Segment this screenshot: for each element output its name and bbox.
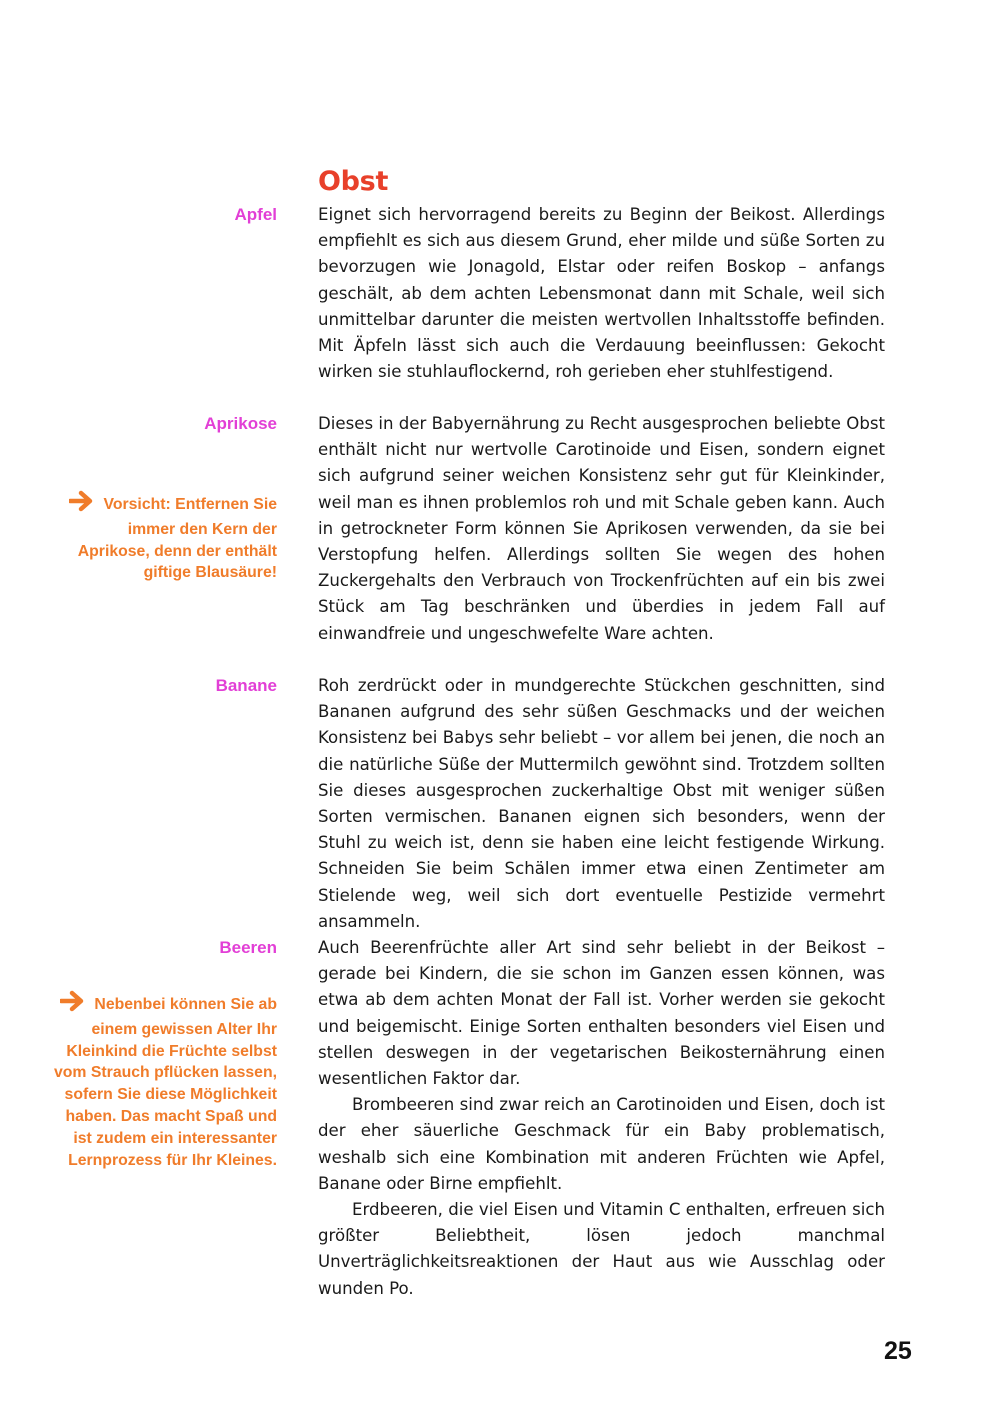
margin-note-text: Vorsicht: Entfernen Sie immer den Kern der Aprikose, denn der enthält giftige Blausäure! xyxy=(77,496,277,582)
body-beeren xyxy=(318,935,885,1302)
margin-note-text: Nebenbei können Sie ab einem gewissen Alter Ihr Kleinkind die Früchte selbst vom Strauch pflücken lassen, sofern Sie diese Möglichkeit haben. Das macht Spaß und ist zudem ein interessanter Lernprozess für Ihr Kleines. xyxy=(54,996,277,1169)
label-beeren: Beeren xyxy=(219,938,277,957)
margin-note-beeren xyxy=(52,990,277,1171)
arrow-right-icon xyxy=(69,490,95,519)
section-title: Obst xyxy=(318,166,389,197)
label-banane: Banane xyxy=(215,676,277,695)
label-apfel: Apfel xyxy=(234,205,277,224)
paragraph: Erdbeeren, die viel Eisen und Vitamin C enthalten, erfreuen sich größter Beliebtheit, lösen jedoch manchmal Unverträglichkeitsreaktionen der Haut aus wie Ausschlag oder wunden Po. xyxy=(318,1200,885,1298)
body-apfel xyxy=(318,202,885,385)
paragraph: Auch Beerenfrüchte aller Art sind sehr beliebt in der Beikost – gerade bei Kindern, die sie schon im Ganzen essen können, was etwa ab dem achten Monat der Fall ist. Vorher werden sie gekocht und beigemischt. Einige Sorten enthalten besonders viel Eisen und stellen deswegen in der vegetarischen Beikosternährung einen wesentlichen Faktor dar. xyxy=(318,938,885,1089)
label-aprikose: Aprikose xyxy=(204,414,277,433)
paragraph: Eignet sich hervorragend bereits zu Beginn der Beikost. Allerdings empfiehlt es sich aus diesem Grund, eher milde und süße Sorten zu bevorzugen wie Jonagold, Elstar oder reifen Boskop – anfangs geschält, ab dem achten Lebensmonat dann mit Schale, weil sich unmittelbar darunter die meisten wertvollen Inhaltsstoffe befinden. Mit Äpfeln lässt sich auch die Verdauung beeinflussen: Gekocht wirken sie stuhlauflockernd, roh gerieben eher stuhlfestigend. xyxy=(318,205,885,382)
paragraph: Roh zerdrückt oder in mundgerechte Stückchen geschnitten, sind Bananen aufgrund des sehr süßen Geschmacks und der weichen Konsistenz bei Babys sehr beliebt – vor allem bei jenen, die noch an die natürliche Süße der Muttermilch gewöhnt sind. Trotzdem sollten Sie dieses ausgesprochen zuckerhaltige Obst mit weniger süßen Sorten vermischen. Bananen eignen sich besonders, wenn der Stuhl zu weich ist, denn sie haben eine leicht festigende Wirkung. Schneiden Sie beim Schälen immer etwa einen Zentimeter am Stielende weg, weil sich dort eventuelle Pestizide vermehrt ansammeln. xyxy=(318,676,885,931)
paragraph: Brombeeren sind zwar reich an Carotinoiden und Eisen, doch ist der eher säuerliche Geschmack für ein Baby problematisch, weshalb sich eine Kombination mit anderen Früchten wie Apfel, Banane oder Birne empfiehlt. xyxy=(318,1095,885,1193)
arrow-right-icon xyxy=(60,990,86,1019)
paragraph: Dieses in der Babyernährung zu Recht ausgesprochen beliebte Obst enthält nicht nur wertvolle Carotinoide und Eisen, sondern eignet sich aufgrund seiner weichen Konsistenz sehr gut für Kleinkinder, weil man es ihnen problemlos roh und mit Schale geben kann. Auch in getrockneter Form können Sie Aprikosen verwenden, da sie bei Verstopfung helfen. Allerdings sollten Sie wegen des hohen Zuckergehalts den Verbrauch von Trockenfrüchten auf ein bis zwei Stück am Tag beschränken und überdies in jedem Fall auf einwandfreie und ungeschwefelte Ware achten. xyxy=(318,414,885,643)
body-aprikose xyxy=(318,411,885,647)
margin-note-aprikose xyxy=(52,490,277,584)
body-banane xyxy=(318,673,885,935)
page-number: 25 xyxy=(884,1337,912,1365)
